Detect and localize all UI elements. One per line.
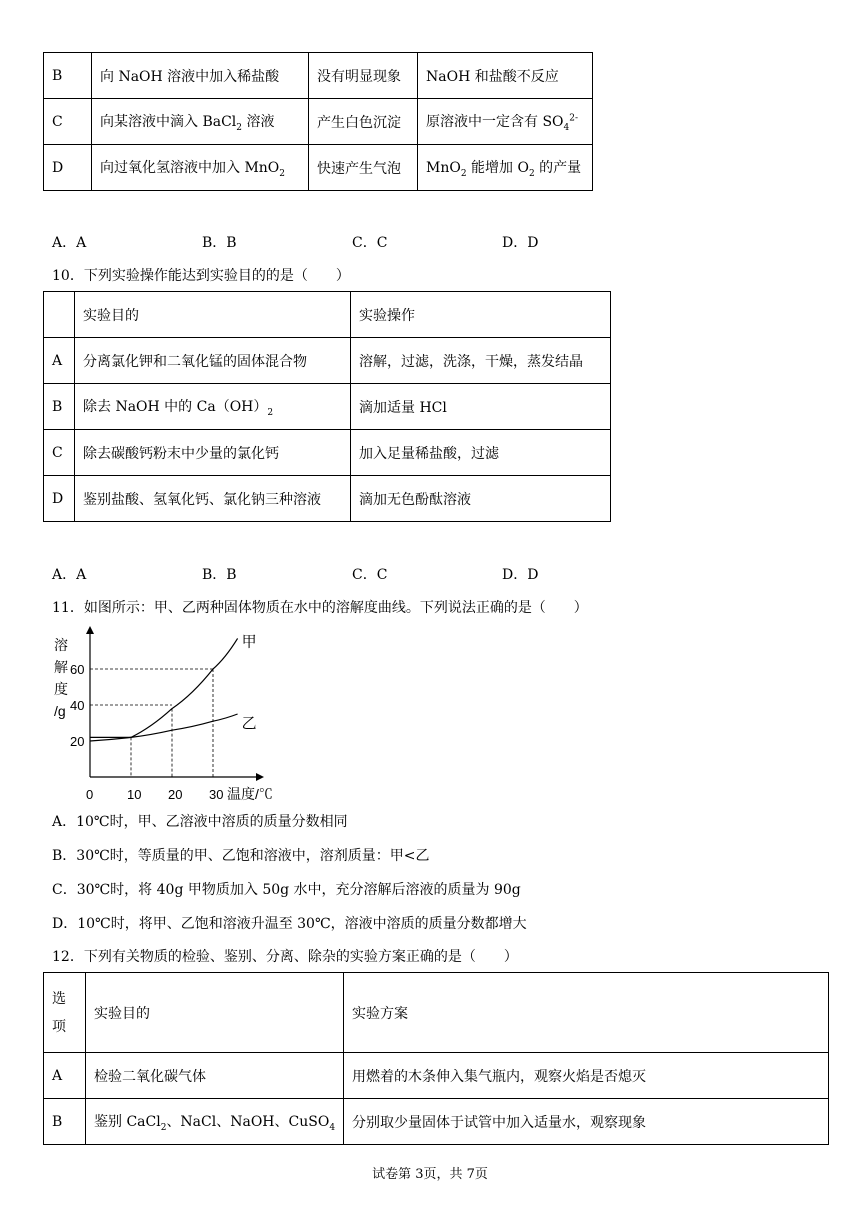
table-row (44, 99, 593, 145)
x-axis-arrow (256, 773, 264, 781)
y-tick-label: 20 (70, 734, 85, 749)
series-line-2 (90, 714, 238, 737)
series-line-1 (90, 638, 238, 741)
q9-table (43, 52, 593, 191)
x-axis-label: 温度/℃ (227, 786, 273, 802)
option-key: B (44, 1099, 86, 1145)
goal-cell: 检验二氧化碳气体 (86, 1053, 344, 1099)
action-cell: 滴加无色酚酞溶液 (351, 476, 611, 522)
goal-cell: 除去碳酸钙粉末中少量的氯化钙 (75, 430, 351, 476)
conclusion-cell: MnO$_2$ 能增加 $O_2$ 的产量 (418, 145, 593, 191)
option-c[interactable]: C．C (352, 567, 388, 583)
option-d[interactable]: D．D (502, 235, 539, 251)
goal-cell: 鉴别盐酸、氢氧化钙、氯化钠三种溶液 (75, 476, 351, 522)
table-row (44, 384, 611, 430)
table-row (44, 476, 611, 522)
y-axis-label: /g (54, 703, 66, 719)
x-tick-label: 0 (86, 787, 94, 802)
series-label: 甲 (241, 633, 257, 651)
conclusion-cell: NaOH 和盐酸不反应 (418, 53, 593, 99)
x-tick-label: 20 (168, 787, 183, 802)
option-key: A (44, 1053, 86, 1099)
option-b[interactable]: B．B (202, 235, 237, 251)
table-row (44, 1099, 829, 1145)
option-b[interactable]: B．B (202, 567, 237, 583)
q10-options (52, 564, 652, 584)
goal-cell: 分离氯化钾和二氧化锰的固体混合物 (75, 338, 351, 384)
y-tick-label: 40 (70, 698, 85, 713)
y-tick-label: 60 (70, 662, 85, 677)
series-label: 乙 (241, 715, 257, 732)
goal-header: 实验目的 (86, 973, 344, 1053)
q11-option-c[interactable]: C．30℃时，将 40g 甲物质加入 50g 水中，充分溶解后溶液的质量为 90g (52, 882, 521, 898)
q12-stem: 12．下列有关物质的检验、鉴别、分离、除杂的实验方案正确的是（ ） (52, 949, 518, 965)
table-row (44, 430, 611, 476)
q11-option-b[interactable]: B．30℃时，等质量的甲、乙饱和溶液中，溶剂质量：甲<乙 (52, 848, 430, 864)
option-c[interactable]: C．C (352, 235, 388, 251)
solubility-chart (48, 622, 273, 804)
q11-option-d[interactable]: D．10℃时，将甲、乙饱和溶液升温至 30℃，溶液中溶质的质量分数都增大 (52, 916, 527, 932)
option-header: 选 项 (44, 973, 86, 1053)
goal-header: 实验目的 (75, 292, 351, 338)
option-key: A (44, 338, 75, 384)
operation-cell: 向过氧化氢溶液中加入 MnO$_2$ (92, 145, 309, 191)
phenomenon-cell: 产生白色沉淀 (309, 99, 418, 145)
page-footer: 试卷第 3页，共 7页 (372, 1167, 488, 1182)
phenomenon-cell: 快速产生气泡 (309, 145, 418, 191)
option-d[interactable]: D．D (502, 567, 539, 583)
table-row (44, 145, 593, 191)
q9-options (52, 232, 652, 252)
conclusion-cell: 原溶液中一定含有 $SO_4^{2-}$ (418, 99, 593, 145)
option-a[interactable]: A．A (52, 235, 87, 251)
x-tick-label: 30 (209, 787, 224, 802)
plan-cell: 分别取少量固体于试管中加入适量水，观察现象 (344, 1099, 829, 1145)
q10-stem: 10．下列实验操作能达到实验目的的是（ ） (52, 268, 350, 284)
option-key: B (44, 384, 75, 430)
action-cell: 溶解，过滤，洗涤，干燥，蒸发结晶 (351, 338, 611, 384)
q11-option-a[interactable]: A．10℃时，甲、乙溶液中溶质的质量分数相同 (52, 814, 348, 830)
table-header (44, 973, 829, 1053)
goal-cell: 鉴别 CaCl$_2$、NaCl、NaOH、CuSO$_4$ (86, 1099, 344, 1145)
y-axis-label: 度 (54, 681, 68, 697)
option-key (44, 292, 75, 338)
action-cell: 加入足量稀盐酸，过滤 (351, 430, 611, 476)
action-header: 实验操作 (351, 292, 611, 338)
plan-header: 实验方案 (344, 973, 829, 1053)
table-row (44, 53, 593, 99)
option-a[interactable]: A．A (52, 567, 87, 583)
option-key: D (44, 476, 75, 522)
option-key: C (44, 430, 75, 476)
option-key: B (44, 53, 92, 99)
y-axis-label: 解 (54, 659, 68, 675)
goal-cell: 除去 NaOH 中的 $Ca(OH)_2$ (75, 384, 351, 430)
q10-table (43, 291, 611, 522)
table-header (44, 292, 611, 338)
q11-stem: 11．如图所示：甲、乙两种固体物质在水中的溶解度曲线。下列说法正确的是（ ） (52, 600, 588, 616)
action-cell: 滴加适量 HCl (351, 384, 611, 430)
table-row (44, 1053, 829, 1099)
phenomenon-cell: 没有明显现象 (309, 53, 418, 99)
x-tick-label: 10 (127, 787, 142, 802)
y-axis-label: 溶 (54, 637, 68, 653)
operation-cell: 向某溶液中滴入 BaCl$_2$ 溶液 (92, 99, 309, 145)
plan-cell: 用燃着的木条伸入集气瓶内，观察火焰是否熄灭 (344, 1053, 829, 1099)
option-key: C (44, 99, 92, 145)
q12-table (43, 972, 829, 1145)
operation-cell: 向 NaOH 溶液中加入稀盐酸 (92, 53, 309, 99)
y-axis-arrow (86, 626, 94, 634)
option-key: D (44, 145, 92, 191)
table-row (44, 338, 611, 384)
